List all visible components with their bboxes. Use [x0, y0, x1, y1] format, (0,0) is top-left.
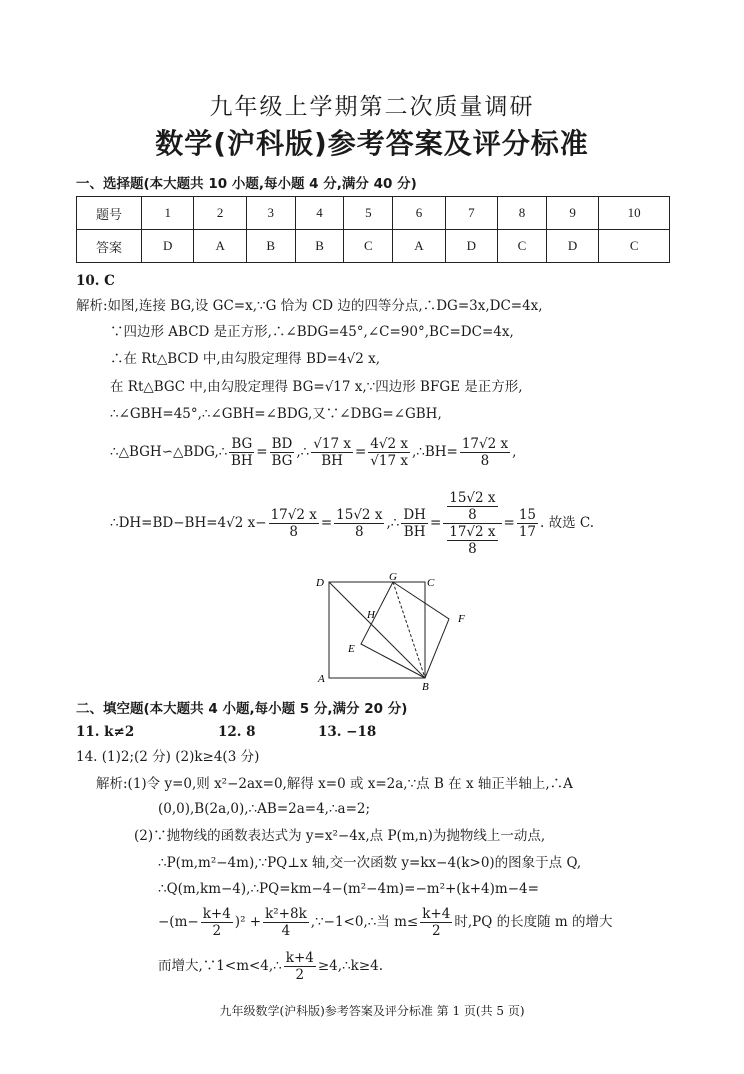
numerator	[443, 490, 501, 524]
table-cell: 4	[295, 197, 344, 230]
denominator: 2	[212, 923, 222, 939]
numerator: BG	[231, 436, 253, 452]
q11-answer: 11. k≠2	[76, 724, 135, 740]
numerator: 15√2 x	[336, 507, 383, 523]
denominator: 8	[480, 453, 490, 469]
table-cell: C	[498, 230, 547, 263]
answer-table	[76, 196, 670, 263]
point-label: B	[422, 681, 429, 692]
numerator: DH	[403, 507, 426, 523]
q14-conclusion-line	[158, 950, 383, 983]
table-cell: 2	[194, 197, 246, 230]
denominator: BH	[230, 453, 253, 469]
denominator: BG	[271, 453, 293, 469]
text: =	[320, 515, 333, 531]
denominator: 8	[289, 524, 298, 540]
point-label: H	[367, 609, 375, 621]
q10-similar-line	[110, 436, 516, 469]
text: ,	[512, 444, 517, 460]
text: =	[503, 515, 515, 531]
table-cell: 6	[393, 197, 445, 230]
page-subtitle: 九年级上学期第二次质量调研	[209, 94, 535, 120]
text: =	[354, 444, 367, 460]
point-label: C	[427, 577, 435, 589]
square-figure	[310, 572, 480, 692]
point-label: F	[458, 613, 465, 625]
numerator: 15√2 x	[449, 490, 496, 506]
fraction	[368, 436, 410, 469]
table-cell: A	[194, 230, 246, 263]
table-cell: A	[393, 230, 445, 263]
table-cell: D	[546, 230, 598, 263]
text: . 故选 C.	[540, 515, 595, 531]
text: ,∴BH=	[411, 444, 458, 460]
table-cell: 3	[246, 197, 295, 230]
fraction	[311, 436, 353, 469]
fraction	[263, 906, 309, 939]
point-label: E	[348, 643, 355, 655]
numerator: 17√2 x	[461, 436, 509, 452]
q14-line: ∴P(m,m²−4m),∵PQ⊥x 轴,交一次函数 y=kx−4(k>0)的图象于点 Q,	[158, 855, 582, 871]
text: ∴△BGH∽△BDG,∴	[110, 444, 228, 460]
denominator: 8	[468, 507, 477, 523]
denominator: BH	[321, 453, 343, 469]
text: ∴DH=BD−BH=4√2 x−	[110, 515, 267, 531]
q10-line: 在 Rt△BGC 中,由勾股定理得 BG=√17 x,∵四边形 BFGE 是正方形,	[110, 379, 523, 395]
fraction	[201, 906, 233, 939]
fraction	[517, 507, 538, 540]
table-cell: C	[344, 230, 393, 263]
point-label: G	[389, 572, 397, 583]
q14-line: (0,0),B(2a,0),∴AB=2a=4,∴a=2;	[158, 801, 371, 817]
q12-answer: 12. 8	[218, 724, 256, 740]
text: −(m−	[158, 914, 199, 930]
denominator: 2	[295, 967, 305, 983]
numerator: 15	[518, 507, 537, 523]
compound-fraction	[443, 490, 501, 557]
numerator: 17√2 x	[270, 507, 317, 523]
fraction	[229, 436, 254, 469]
q13-answer: 13. −18	[318, 724, 377, 740]
fraction	[420, 906, 452, 939]
denominator: √17 x	[370, 453, 408, 469]
numerator: k²+8k	[265, 906, 307, 922]
text: ,∴	[386, 515, 400, 531]
text: =	[429, 515, 442, 531]
square-bfge	[361, 582, 449, 678]
numerator: k+4	[422, 906, 451, 922]
table-cell: 5	[344, 197, 393, 230]
denominator: 8	[355, 524, 364, 540]
q10-line: ∴在 Rt△BCD 中,由勾股定理得 BD=4√2 x,	[110, 351, 380, 367]
table-cell: 1	[142, 197, 194, 230]
denominator: 2	[432, 923, 441, 939]
numerator: 17√2 x	[449, 524, 496, 540]
section-heading-choice: 一、选择题(本大题共 10 小题,每小题 4 分,满分 40 分)	[76, 176, 417, 192]
text: 时,PQ 的长度随 m 的增大	[454, 914, 613, 930]
q10-line: ∴∠GBH=45°,∴∠GBH=∠BDG,又∵∠DBG=∠GBH,	[110, 406, 442, 422]
point-label: A	[318, 673, 325, 685]
fraction	[447, 524, 497, 557]
q14-line: (2)∵抛物线的函数表达式为 y=x²−4x,点 P(m,n)为抛物线上一动点,	[134, 828, 546, 844]
table-cell: 9	[546, 197, 598, 230]
fraction	[270, 436, 295, 469]
fraction	[334, 507, 384, 540]
q10-dh-line	[110, 490, 594, 557]
denominator: 8	[468, 541, 477, 557]
table-cell: B	[295, 230, 344, 263]
denominator: BH	[403, 524, 426, 540]
table-row	[77, 230, 670, 263]
diagonal-bd	[329, 582, 425, 678]
section-heading-fill: 二、填空题(本大题共 4 小题,每小题 5 分,满分 20 分)	[76, 701, 408, 717]
denominator	[443, 524, 501, 557]
page-footer: 九年级数学(沪科版)参考答案及评分标准 第 1 页(共 5 页)	[219, 1004, 525, 1018]
denominator: 17	[518, 524, 537, 540]
fraction	[447, 490, 497, 523]
text: ,∵−1<0,∴当 m≤	[310, 914, 419, 930]
table-header-cell: 题号	[77, 197, 142, 230]
q14-line: 解析:(1)令 y=0,则 x²−2ax=0,解得 x=0 或 x=2a,∵点 B 在 x 轴正半轴上,∴A	[96, 776, 573, 792]
text: 而增大,∵1<m<4,∴	[158, 958, 282, 974]
page-title: 数学(沪科版)参考答案及评分标准	[155, 127, 589, 160]
fraction	[460, 436, 510, 469]
numerator: √17 x	[313, 436, 351, 452]
q14-answer: 14. (1)2;(2 分) (2)k≥4(3 分)	[76, 749, 260, 765]
numerator: BD	[271, 436, 293, 452]
numerator: 4√2 x	[370, 436, 408, 452]
q14-vertex-line	[158, 906, 612, 939]
table-row	[77, 197, 670, 230]
table-cell: 10	[599, 197, 670, 230]
q14-line: ∴Q(m,km−4),∴PQ=km−4−(m²−4m)=−m²+(k+4)m−4=	[158, 881, 539, 897]
denominator: 4	[281, 923, 291, 939]
table-cell: D	[142, 230, 194, 263]
q10-line: ∵四边形 ABCD 是正方形,∴∠BDG=45°,∠C=90°,BC=DC=4x,	[110, 324, 514, 340]
q10-line: 解析:如图,连接 BG,设 GC=x,∵G 恰为 CD 边的四等分点,∴DG=3x,DC=4x,	[76, 298, 543, 314]
numerator: k+4	[202, 906, 231, 922]
text: ≥4,∴k≥4.	[317, 958, 384, 974]
point-label: D	[316, 577, 324, 589]
table-cell: D	[445, 230, 497, 263]
fraction	[284, 950, 316, 983]
text: ,∴	[296, 444, 310, 460]
table-cell: B	[246, 230, 295, 263]
table-cell: C	[599, 230, 670, 263]
table-cell: 8	[498, 197, 547, 230]
text: )² +	[234, 914, 262, 930]
numerator: k+4	[285, 950, 314, 966]
q10-answer: 10. C	[76, 273, 115, 289]
text: =	[256, 444, 268, 460]
table-cell: 7	[445, 197, 497, 230]
fraction	[269, 507, 319, 540]
table-header-cell: 答案	[77, 230, 142, 263]
fraction	[401, 507, 428, 540]
